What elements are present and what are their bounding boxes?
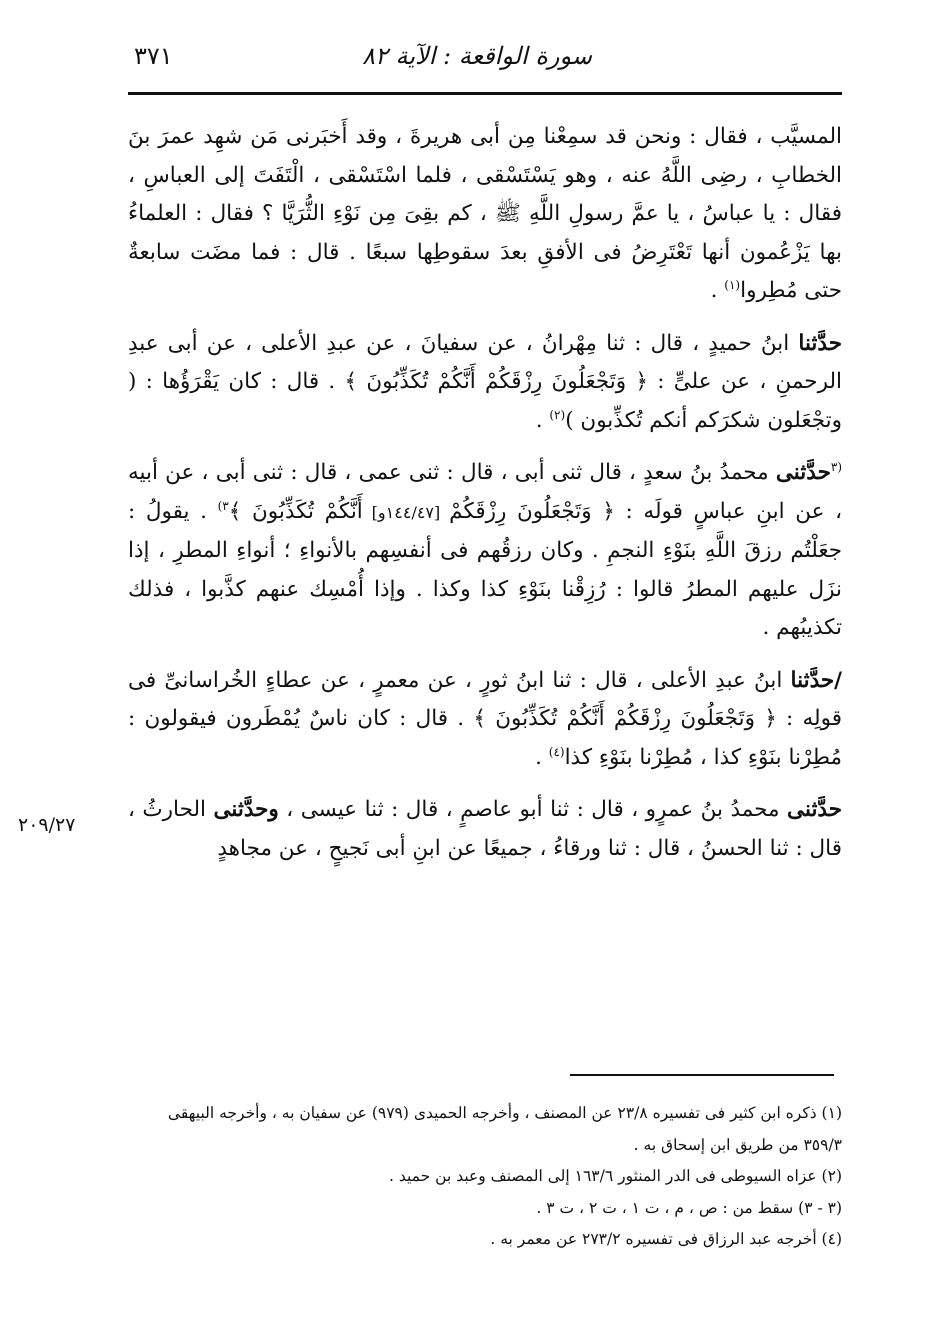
footnote-2: (٢) عزاه السيوطى فى الدر المنثور ١٦٣/٦ إلى المصنف وعبد بن حميد . [389,1167,842,1185]
footnote-4: (٤) أخرجه عبد الرزاق فى تفسيره ٢٧٣/٢ عن معمر به . [490,1230,842,1248]
paragraph-3-lead: حدَّثنى [775,460,831,485]
main-text [128,118,842,882]
quran-verse-part-2: أَنَّكُمْ تُكَذِّبُونَ ﴾ [228,498,363,524]
paragraph-3-text-a: محمدُ بنُ سعدٍ ، قال ثنى أبى ، قال : ثنى عمى ، قال : ثنى أبى ، عن أبيه ، عن ابنِ عباسٍ قولَه : [128,460,843,524]
running-title: سورة الواقعة : الآية ٨٢ [362,42,592,70]
paragraph-4 [128,662,842,778]
paragraph-1-end: . [710,278,725,303]
paragraph-4-text-a: ابنُ عبدِ الأعلى ، قال : ثنا ابنُ ثورٍ ، عن معمرٍ ، عن عطاءٍ الخُراسانىِّ فى قولِه : [128,667,842,731]
page-header [128,38,842,78]
header-rule [128,92,842,95]
paragraph-2-end: . [535,407,550,433]
paragraph-4-text-b: . قال : كان ناسٌ يُمْطَرون فيقولون : مُطِرْنا بنَوْءِ كذا ، مُطِرْنا بنَوْءِ كذا [128,706,842,770]
page-number: ٣٧١ [134,42,173,70]
footnote-marker-2: (٢) [549,407,566,422]
paragraph-5-lead-2: وحدَّثنى [213,797,279,822]
paragraph-3-text-b: . يقولُ : جعَلْتُم رزقَ اللَّهِ بنَوْءِ النجمِ . وكان رزقُهم فى أنفسِهم بالأنواءِ ؛ أنواءِ المطرِ ، إذا نزَل عليهم المطرُ قالوا : رُزِقْنا بنَوْءِ كذا وكذا . وإذا أُمْسِك عنهم كذَّبوا ، فذلك تكذيبُهم . [128,498,842,640]
quran-verse: ﴿ وَتَجْعَلُونَ رِزْقَكُمْ أَنَّكُمْ تُكَذِّبُونَ ﴾ [473,706,777,731]
paragraph-3 [128,454,842,648]
paragraph-2-text-b: . قال : كان يَقْرَؤُها : ( وتجْعَلون شكرَكم أنكم تُكذِّبون ) [128,369,842,433]
margin-volume-reference: ٢٠٩/٢٧ [18,814,76,836]
paragraph-2-lead: حدَّثنا [798,330,842,356]
paragraph-2 [128,325,842,441]
paragraph-1 [128,118,842,311]
paragraph-5-lead: حدَّثنى [787,797,842,822]
footnotes [128,1098,842,1256]
footnote-marker-4: (٤) [548,744,565,759]
paragraph-5-text-b: الحارثُ ، قال : ثنا الحسنُ ، قال : ثنا ورقاءُ ، جميعًا عن ابنِ أبى نَجيحٍ ، عن مجاهدٍ [128,797,842,861]
manuscript-folio-ref: [١٤٤/٤٧و] [362,502,450,522]
footnote-1: (١) ذكره ابن كثير فى تفسيره ٢٣/٨ عن المصنف ، وأخرجه الحميدى (٩٧٩) عن سفيان به ، وأخرجه البيهقى ٣٥٩/٣ من طريق ابن إسحاق به . [167,1104,842,1154]
footnote-marker-3-open: (٣ [830,459,842,474]
quran-verse-part-1: ﴿ وَتَجْعَلُونَ رِزْقَكُمْ [449,498,615,524]
footnote-marker-1: (١) [724,277,741,292]
paragraph-5-text-a: محمدُ بنُ عمرٍو ، قال : ثنا أبو عاصمٍ ، قال : ثنا عيسى ، [278,797,788,822]
paragraph-5 [128,791,842,868]
paragraph-2-text-a: ابنُ حميدٍ ، قال : ثنا مِهْرانُ ، عن سفيانَ ، عن عبدِ الأعلى ، عن أبى عبدِ الرحمنِ ، عن علىٍّ : [128,330,842,394]
footnote-marker-3-close: ٣) [217,498,229,513]
quran-verse: ﴿ وَتَجْعَلُونَ رِزْقَكُمْ أَنَّكُمْ تُكَذِّبُونَ ﴾ [344,369,648,394]
paragraph-1-text: المسيَّب ، فقال : ونحن قد سمِعْنا مِن أبى هريرةَ ، وقد أَخبَرنى مَن شهِد عمرَ بنَ الخطابِ ، رضِى اللَّهُ عنه ، وهو يَسْتَسْقى ، فلما اسْتَسْقى ، الْتَفَتَ إلى العباسِ ، فقال : يا عباسُ ، يا عمَّ رسولِ اللَّهِ ﷺ ، كم بقِىَ مِن نَوْءِ الثُّرَيَّا ؟ فقال : العلماءُ بها يَزْعُمون أنها تَعْتَرِضُ فى الأفقِ بعدَ سقوطِها سبعًا . قال : فما مضَت سابعةٌ حتى مُطِروا [128,124,842,303]
footnote-3: (٣ - ٣) سقط من : ص ، م ، ت ١ ، ت ٢ ، ت ٣ . [536,1198,842,1217]
paragraph-4-end: . [535,744,549,770]
footnote-rule [570,1074,834,1076]
paragraph-4-lead: /حدَّثنا [790,667,842,693]
